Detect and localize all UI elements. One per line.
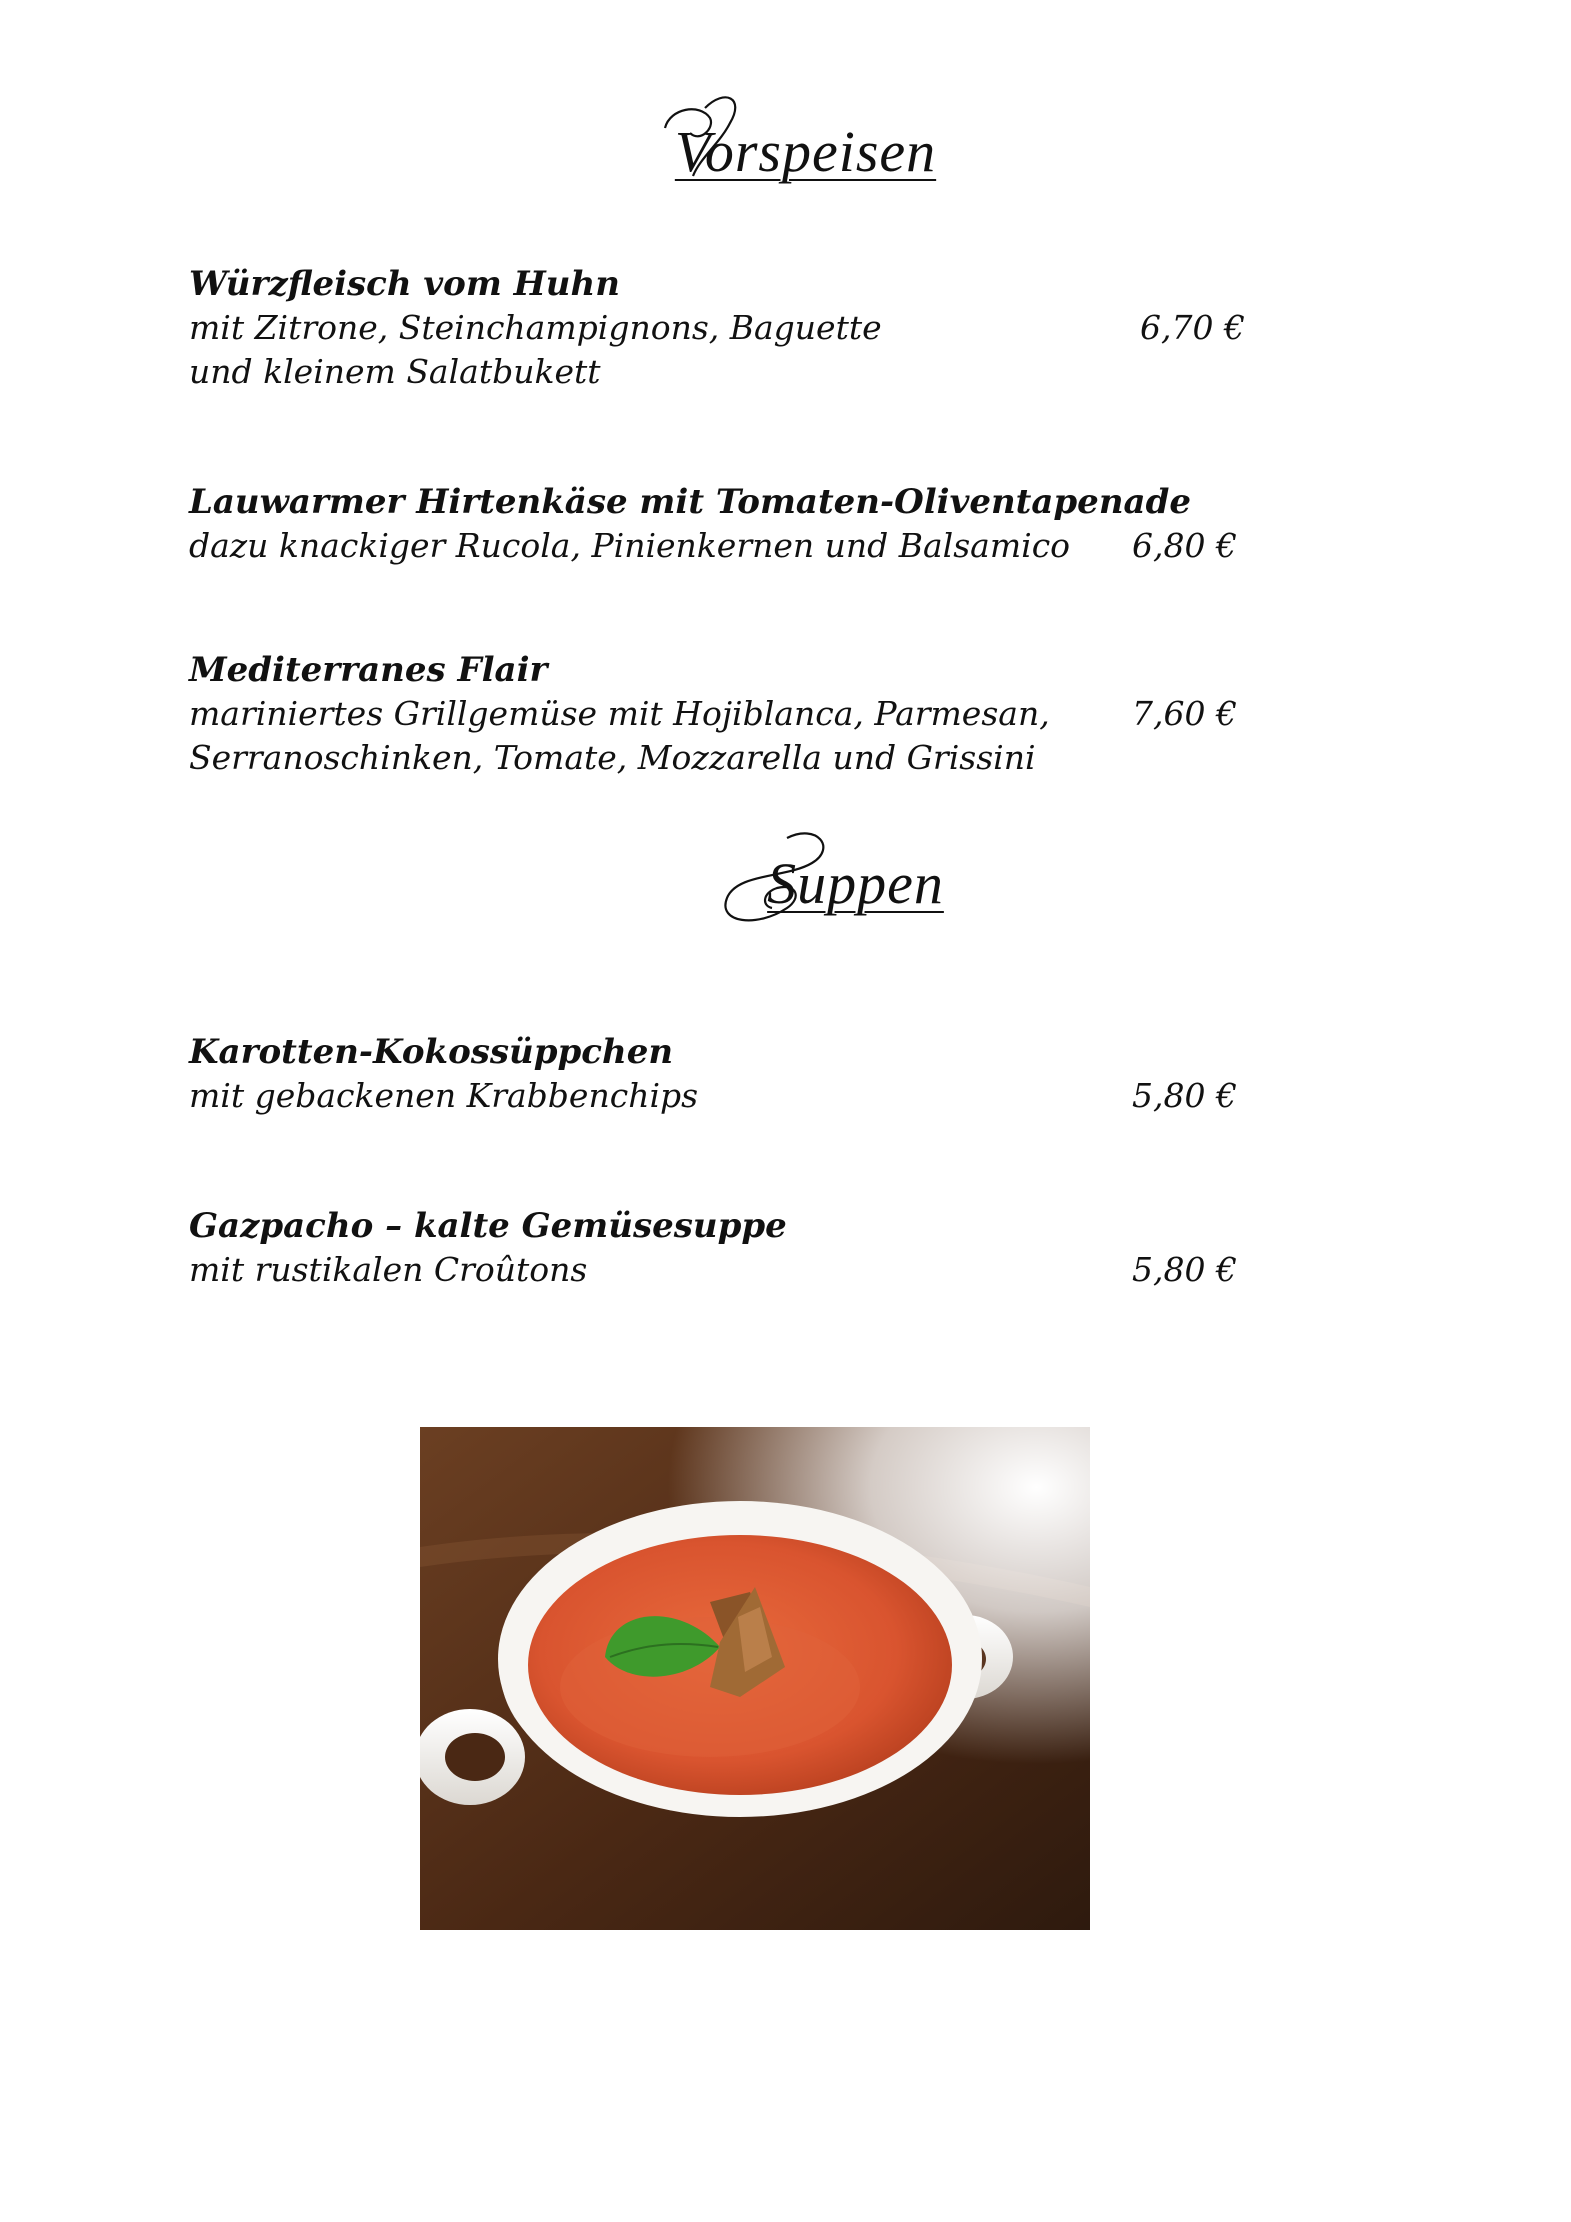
dish-price: 5,80 € — [1132, 1250, 1237, 1289]
dish-description: mit gebackenen Krabbenchips — [189, 1076, 699, 1115]
section-title-vorspeisen — [0, 118, 1571, 185]
dish-description: Serranoschinken, Tomate, Mozzarella und Grissini — [189, 738, 1036, 777]
menu-item — [189, 1204, 1289, 1292]
menu-item — [189, 480, 1289, 568]
dish-name: Gazpacho – kalte Gemüsesuppe — [189, 1206, 787, 1246]
soup-photo — [420, 1427, 1090, 1930]
dish-description: mariniertes Grillgemüse mit Hojiblanca, Parmesan, — [189, 694, 1050, 733]
dish-price: 7,60 € — [1132, 694, 1237, 733]
dish-name: Karotten-Kokossüppchen — [189, 1032, 674, 1072]
menu-item — [189, 262, 1289, 394]
menu-item — [189, 1030, 1289, 1118]
dish-description: dazu knackiger Rucola, Pinienkernen und Balsamico — [189, 526, 1071, 565]
section-title-suppen — [0, 850, 1571, 917]
section-title-text: Vorspeisen — [675, 118, 936, 185]
dish-price: 5,80 € — [1132, 1076, 1237, 1115]
dish-description: und kleinem Salatbukett — [189, 352, 601, 391]
dish-name: Würzfleisch vom Huhn — [189, 264, 620, 304]
dish-price: 6,70 € — [1140, 308, 1245, 347]
dish-description: mit rustikalen Croûtons — [189, 1250, 588, 1289]
section-title-text: Suppen — [767, 850, 944, 917]
dish-name: Lauwarmer Hirtenkäse mit Tomaten-Oliventapenade — [189, 482, 1191, 522]
menu-item — [189, 648, 1289, 780]
dish-description: mit Zitrone, Steinchampignons, Baguette — [189, 308, 882, 347]
soup-bowl-image — [420, 1427, 1090, 1930]
dish-price: 6,80 € — [1132, 526, 1237, 565]
dish-name: Mediterranes Flair — [189, 650, 548, 690]
